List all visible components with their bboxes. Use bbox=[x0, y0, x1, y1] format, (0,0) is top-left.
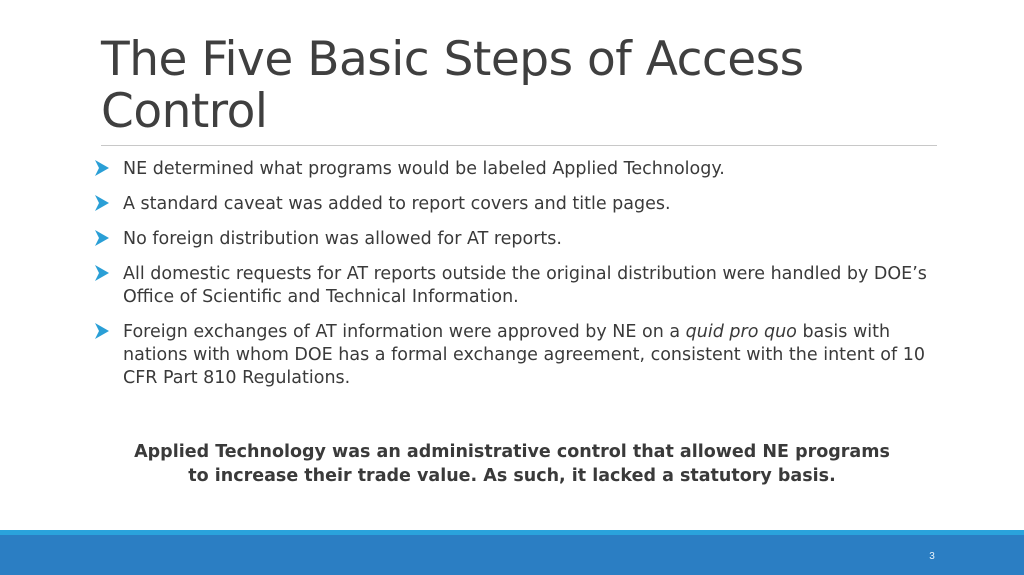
bullet-list bbox=[92, 158, 932, 402]
bullet-text: NE determined what programs would be labeled Applied Technology. bbox=[123, 159, 725, 179]
page-number: 3 bbox=[929, 551, 935, 562]
bullet-text-before: Foreign exchanges of AT information were approved by NE on a bbox=[123, 322, 686, 342]
footer-bar bbox=[0, 535, 1024, 575]
summary-callout bbox=[0, 440, 1024, 488]
title-divider bbox=[101, 145, 937, 146]
bullet-text: All domestic requests for AT reports outside the original distribution were handled by DOE’s Office of Scientific and Technical Information. bbox=[123, 264, 927, 307]
callout-line-1: Applied Technology was an administrative control that allowed NE programs bbox=[134, 442, 890, 462]
bullet-item bbox=[92, 193, 932, 216]
bullet-text: No foreign distribution was allowed for AT reports. bbox=[123, 229, 562, 249]
bullet-text-italic: quid pro quo bbox=[685, 322, 797, 342]
bullet-text: A standard caveat was added to report covers and title pages. bbox=[123, 194, 671, 214]
arrowhead-bullet-icon bbox=[95, 323, 109, 339]
arrowhead-bullet-icon bbox=[95, 160, 109, 176]
bullet-item bbox=[92, 228, 932, 251]
bullet-item bbox=[92, 321, 932, 390]
arrowhead-bullet-icon bbox=[95, 230, 109, 246]
bullet-text-after: basis with nations with whom DOE has a formal exchange agreement, consistent with the intent of 10 CFR Part 810 Regulations. bbox=[123, 322, 926, 388]
arrowhead-bullet-icon bbox=[95, 265, 109, 281]
bullet-item bbox=[92, 263, 932, 309]
callout-line-2: to increase their trade value. As such, it lacked a statutory basis. bbox=[188, 466, 836, 486]
arrowhead-bullet-icon bbox=[95, 195, 109, 211]
slide-title: The Five Basic Steps of Access Control bbox=[101, 32, 804, 139]
bullet-item bbox=[92, 158, 932, 181]
